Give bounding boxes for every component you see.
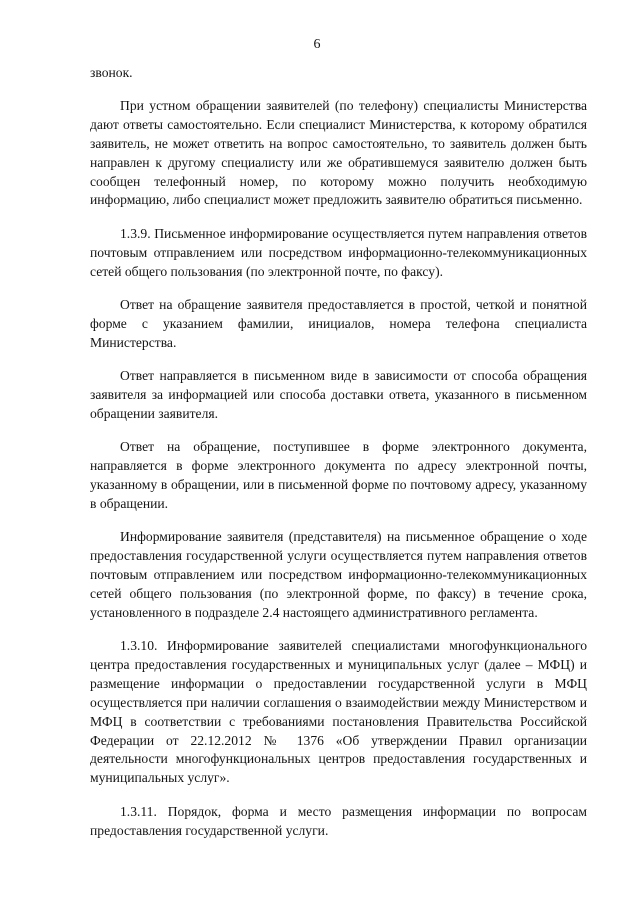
- paragraph: При устном обращении заявителей (по телефону) специалисты Министерства дают ответы самостоятельно. Если специалист Министерства, к которому обратился заявитель, не может ответить на вопрос самостоятельно, то заявитель должен быть направлен к другому специалисту или же обратившемуся заявителю должен быть сообщен телефонный номер, по которому можно получить необходимую информацию, либо специалист может предложить заявителю обратиться письменно.: [90, 97, 587, 208]
- paragraph: Ответ на обращение заявителя предоставляется в простой, четкой и понятной форме с указанием фамилии, инициалов, номера телефона специалиста Министерства.: [90, 296, 587, 350]
- document-body: [90, 64, 587, 855]
- paragraph: Ответ на обращение, поступившее в форме электронного документа, направляется в форме электронного документа по адресу электронной почты, указанному в обращении, или в письменной форме по почтовому адресу, указанному в обращении.: [90, 439, 587, 511]
- paragraph: 1.3.10. Информирование заявителей специалистами многофункционального центра предоставления государственных и муниципальных услуг (далее – МФЦ) и размещение информации о предоставлении государственной услуги в МФЦ осуществляется при наличии соглашения о взаимодействии между Министерством и МФЦ в соответствии с требованиями постановления Правительства Российской Федерации от 22.12.2012 № 1376 «Об утверждении Правил организации деятельности многофункциональных центров предоставления государственных и муниципальных услуг».: [90, 638, 587, 786]
- paragraph: 1.3.11. Порядок, форма и место размещения информации по вопросам предоставления государственной услуги.: [90, 803, 587, 838]
- page-number: 6: [313, 37, 321, 52]
- paragraph: 1.3.9. Письменное информирование осуществляется путем направления ответов почтовым отправлением или посредством информационно-телекоммуникационных сетей общего пользования (по электронной почте, по факсу).: [90, 225, 587, 279]
- paragraph: звонок.: [90, 65, 133, 80]
- paragraph: Ответ направляется в письменном виде в зависимости от способа обращения заявителя за информацией или способа доставки ответа, указанного в письменном обращении заявителя.: [90, 367, 587, 421]
- paragraph: Информирование заявителя (представителя) на письменное обращение о ходе предоставления государственной услуги осуществляется путем направления ответов почтовым отправлением или посредством информационно-телекоммуникационных сетей общего пользования (по электронной форме, по факсу) в течение срока, установленного в подразделе 2.4 настоящего административного регламента.: [90, 529, 587, 620]
